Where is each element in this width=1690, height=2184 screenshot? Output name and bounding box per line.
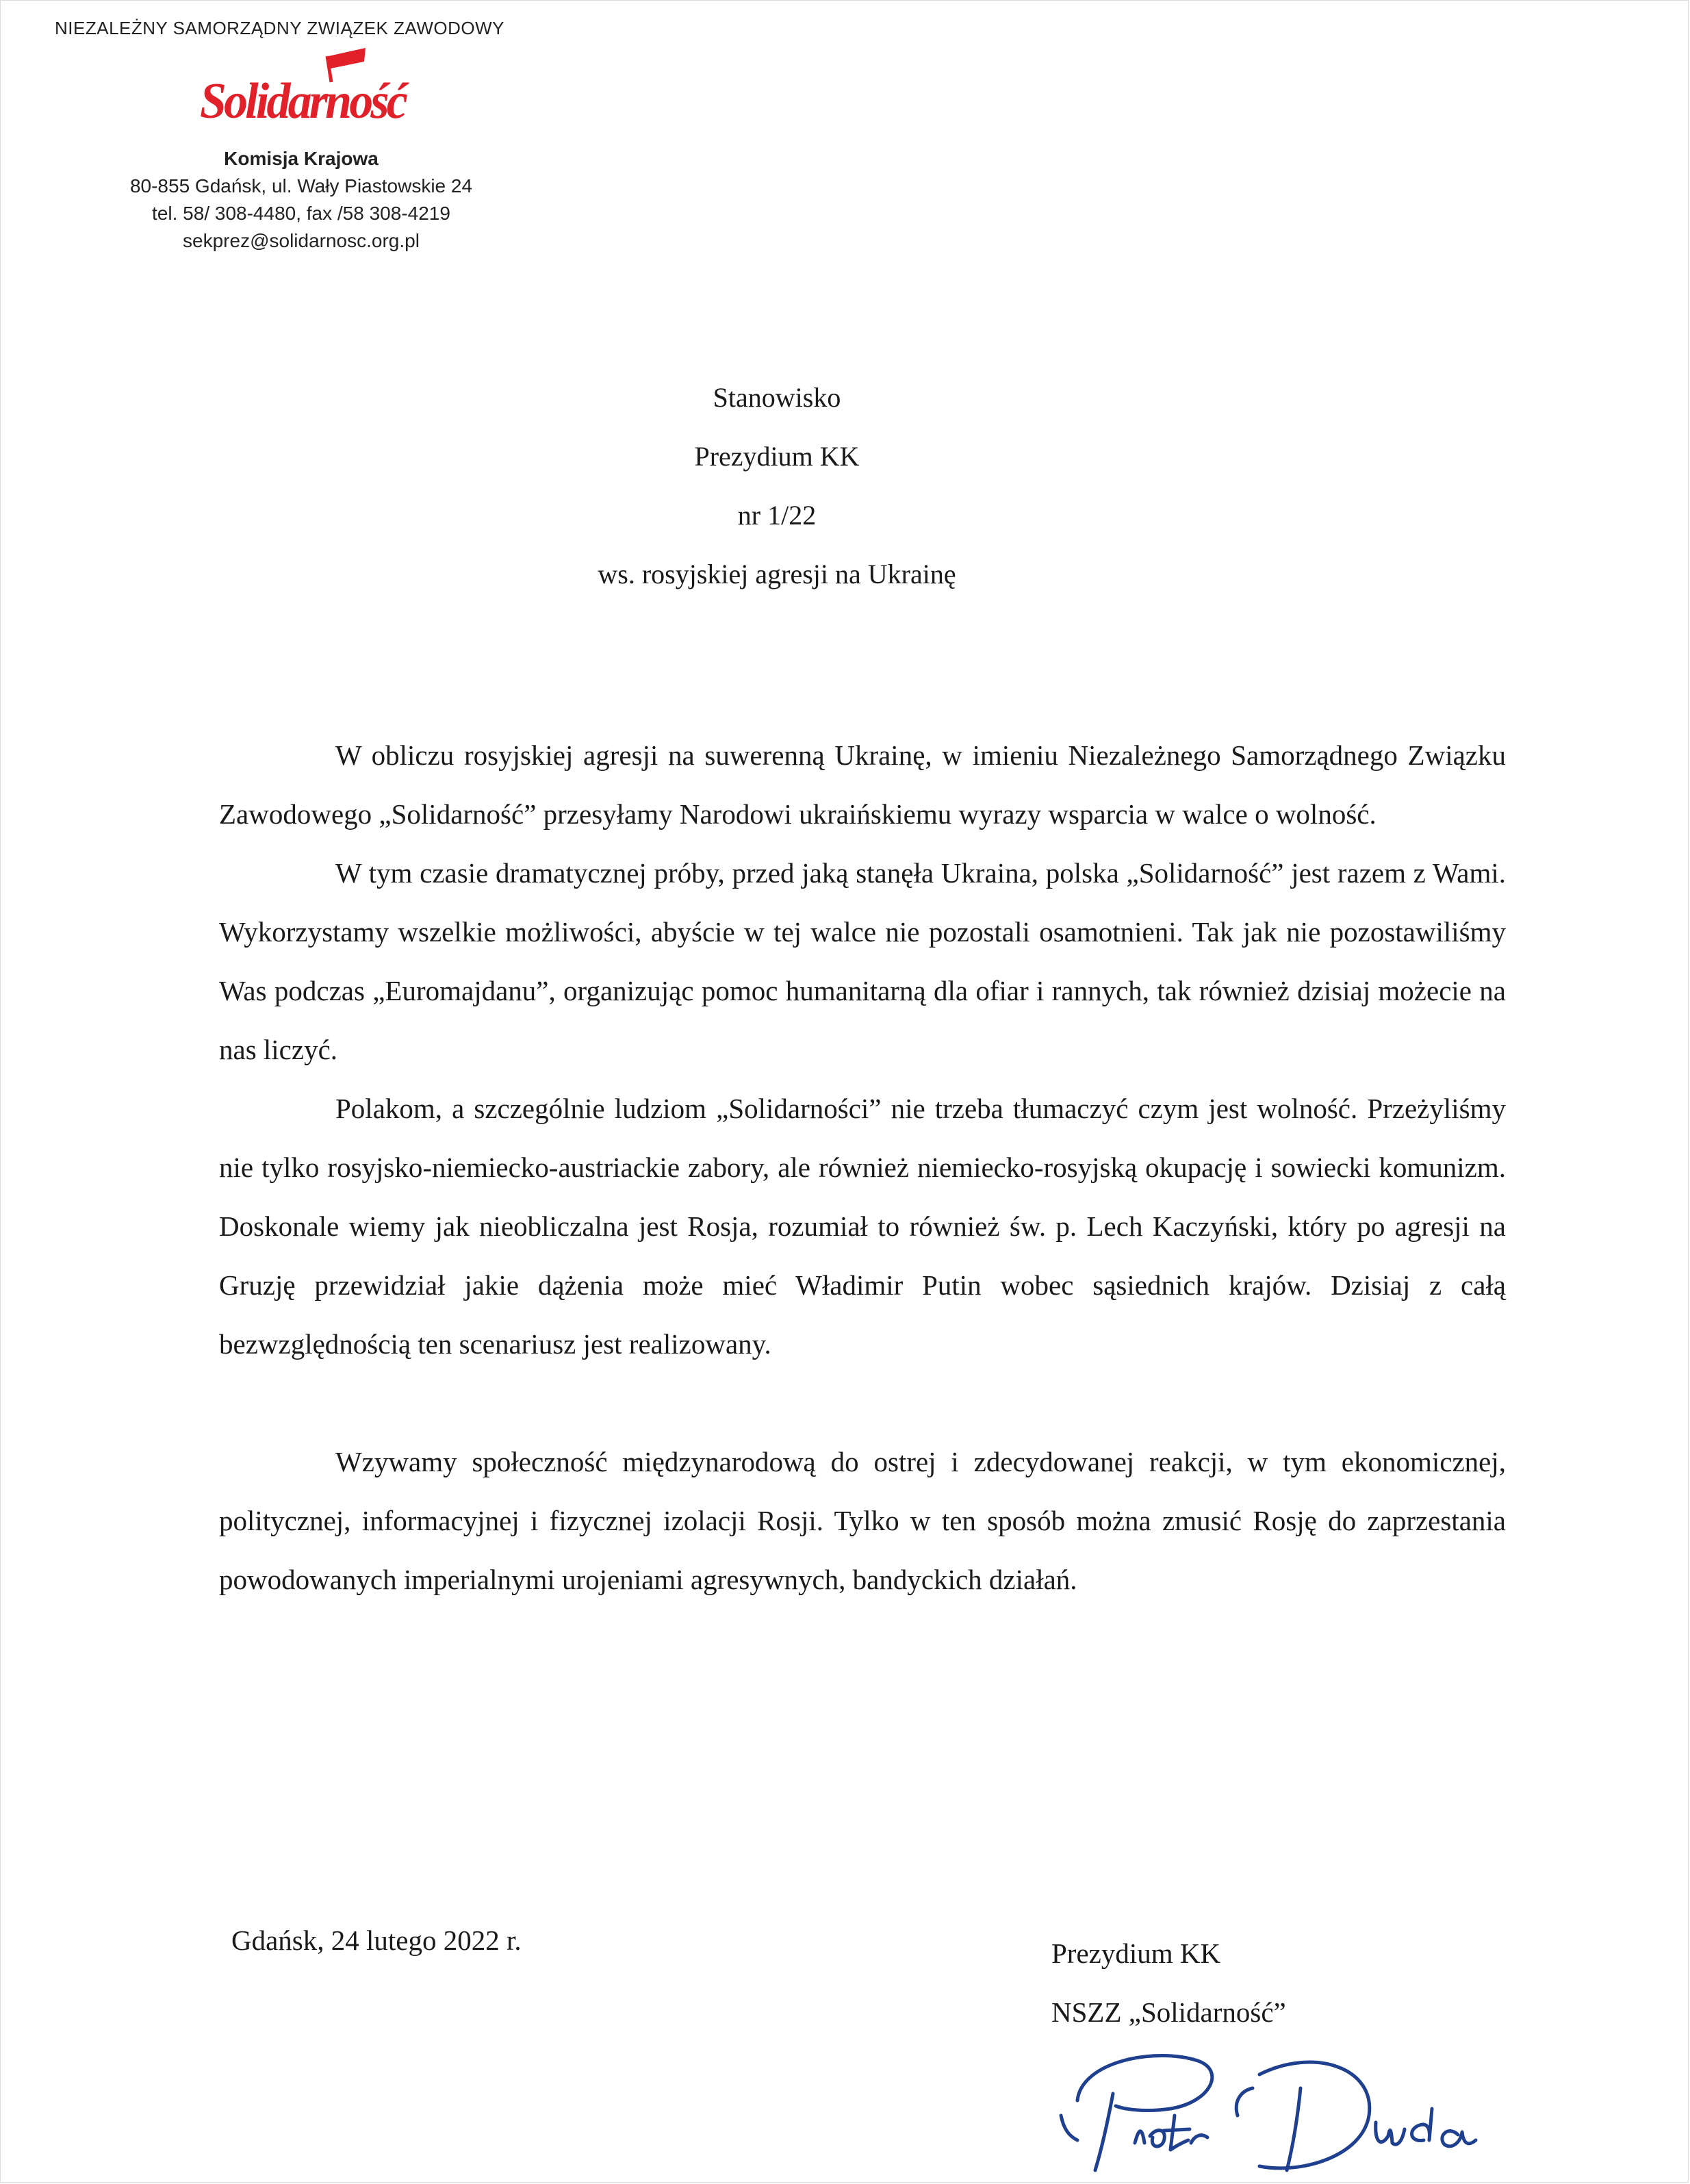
committee-name: Komisja Krajowa [224,148,379,169]
solidarnosc-logo [193,47,419,136]
letterhead-contact [75,145,527,255]
signatory-line-1: Prezydium KK [1051,1938,1221,1969]
handwritten-signature [1054,2040,1492,2177]
paragraph-4: Wzywamy społeczność międzynarodową do ostrej i zdecydowanej reakcji, w tym ekonomicznej, politycznej, informacyjnej i fizycznej izolacji Rosji. Tylko w ten sposób można zmusić Rosję do zaprzestania powodowanych imperialnymi urojeniami agresywnych, bandyckich działań. [219,1446,1506,1595]
place-date: Gdańsk, 24 lutego 2022 r. [231,1925,522,1956]
paragraph-1: W obliczu rosyjskiej agresji na suwerenną Ukrainę, w imieniu Niezależnego Samorządnego Związku Zawodowego „Solidarność” przesyłamy Narodowi ukraińskiemu wyrazy wsparcia w walce o wolność. [219,739,1506,830]
union-name: NIEZALEŻNY SAMORZĄDNY ZWIĄZEK ZAWODOWY [55,18,505,38]
title-line-subject: ws. rosyjskiej agresji na Ukrainę [598,559,956,589]
email: sekprez@solidarnosc.org.pl [183,230,420,251]
address: 80-855 Gdańsk, ul. Wały Piastowskie 24 [129,175,473,196]
signatory-block [1051,1924,1286,2042]
title-line-stanowisko: Stanowisko [713,382,841,413]
svg-text:Solidarność: Solidarność [200,73,409,129]
title-line-presidium: Prezydium KK [694,441,860,472]
document-body [219,726,1506,1609]
paragraph-3: Polakom, a szczególnie ludziom „Solidarności” nie trzeba tłumaczyć czym jest wolność. Przeżyliśmy nie tylko rosyjsko-niemiecko-austriackie zabory, ale również niemiecko-rosyjską okupację i sowiecki komunizm. Doskonale wiemy jak nieobliczalna jest Rosja, rozumiał to również św. p. Lech Kaczyński, który po agresji na Gruzję przewidział jakie dążenia może mieć Władimir Putin wobec sąsiednich krajów. Dzisiaj z całą bezwzględnością ten scenariusz jest realizowany. [219,1093,1506,1360]
phone-fax: tel. 58/ 308-4480, fax /58 308-4219 [152,203,450,224]
title-line-number: nr 1/22 [737,500,817,531]
paragraph-2: W tym czasie dramatycznej próby, przed jaką stanęła Ukraina, polska „Solidarność” jest razem z Wami. Wykorzystamy wszelkie możliwości, abyście w tej walce nie pozostali osamotnieni. Tak jak nie pozostawiliśmy Was podczas „Euromajdanu”, organizując pomoc humanitarną dla ofiar i rannych, tak również dzisiaj możecie na nas liczyć. [219,857,1506,1065]
document-title [0,368,1554,604]
signatory-line-2: NSZZ „Solidarność” [1051,1996,1286,2028]
